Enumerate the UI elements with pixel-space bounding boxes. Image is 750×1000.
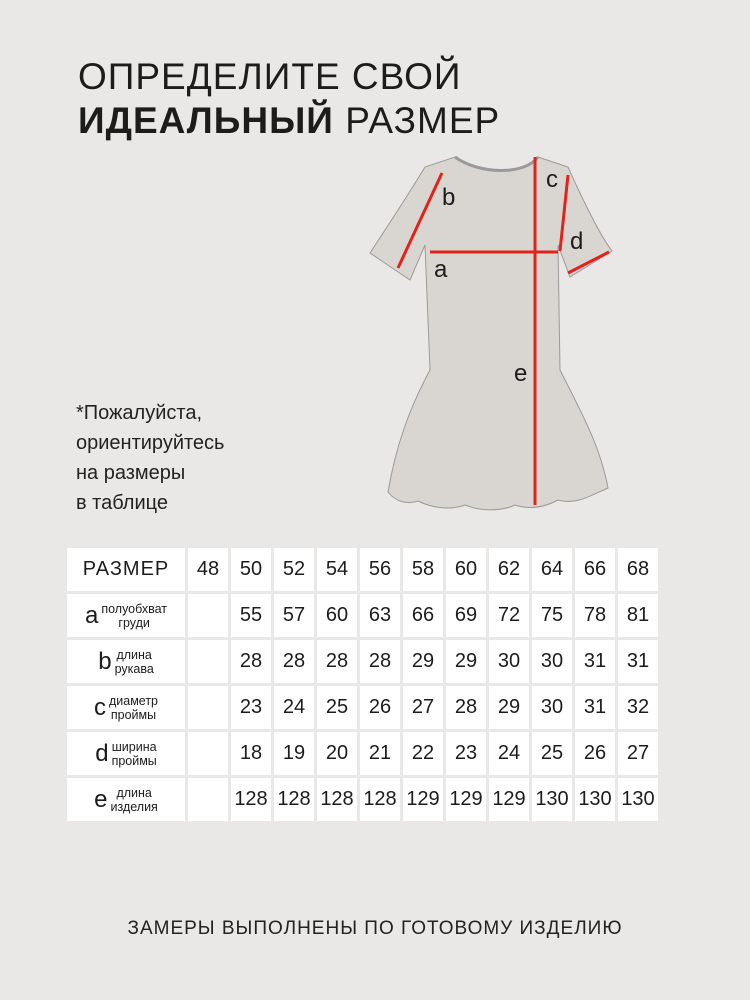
table-cell: 28	[360, 640, 400, 683]
title-rest-word: РАЗМЕР	[345, 100, 501, 141]
size-header-cell: 48	[188, 548, 228, 591]
table-cell: 25	[532, 732, 572, 775]
size-header-cell: 66	[575, 548, 615, 591]
size-header-cell: 54	[317, 548, 357, 591]
table-cell: 63	[360, 594, 400, 637]
table-cell: 28	[317, 640, 357, 683]
title-line-2	[78, 99, 500, 143]
table-cell: 57	[274, 594, 314, 637]
table-cell: 130	[618, 778, 658, 821]
size-note: *Пожалуйста, ориентируйтесь на размеры в таблице	[76, 402, 225, 514]
table-cell: 31	[575, 686, 615, 729]
table-cell: 55	[231, 594, 271, 637]
table-row	[67, 594, 658, 637]
table-cell: 29	[446, 640, 486, 683]
table-cell: 23	[446, 732, 486, 775]
size-header-cell: 56	[360, 548, 400, 591]
table-cell: 81	[618, 594, 658, 637]
size-header-cell: 64	[532, 548, 572, 591]
table-cell: 29	[403, 640, 443, 683]
table-cell: 24	[274, 686, 314, 729]
row-desc-line-2: груди	[118, 615, 150, 630]
row-letter: a	[84, 601, 99, 629]
row-letter: c	[93, 693, 106, 721]
table-cell: 19	[274, 732, 314, 775]
table-row	[67, 640, 658, 683]
table-cell: 72	[489, 594, 529, 637]
table-cell: 128	[360, 778, 400, 821]
dress-silhouette	[370, 157, 612, 510]
table-cell: 25	[317, 686, 357, 729]
row-desc-line-2: рукава	[114, 661, 154, 676]
row-desc-line-1: диаметр	[108, 693, 159, 708]
row-description	[112, 740, 157, 768]
table-cell: 21	[360, 732, 400, 775]
table-cell: 30	[489, 640, 529, 683]
table-cell: 22	[403, 732, 443, 775]
table-row	[67, 686, 658, 729]
table-cell: 75	[532, 594, 572, 637]
table-cell: 66	[403, 594, 443, 637]
table-cell	[188, 732, 228, 775]
row-letter: d	[95, 739, 109, 767]
table-cell: 31	[618, 640, 658, 683]
row-description	[115, 648, 154, 676]
table-cell: 29	[489, 686, 529, 729]
table-cell: 128	[317, 778, 357, 821]
table-cell: 28	[446, 686, 486, 729]
measure-label-c: c	[546, 166, 558, 193]
table-cell: 69	[446, 594, 486, 637]
row-desc-line-2: проймы	[110, 707, 157, 722]
measure-label-d: d	[570, 228, 584, 255]
table-cell: 20	[317, 732, 357, 775]
table-cell: 129	[446, 778, 486, 821]
table-cell: 26	[575, 732, 615, 775]
page-title	[78, 55, 500, 143]
table-cell: 128	[231, 778, 271, 821]
size-header-cell: 60	[446, 548, 486, 591]
size-header-cell: 68	[618, 548, 658, 591]
table-cell: 26	[360, 686, 400, 729]
table-cell: 30	[532, 686, 572, 729]
table-cell: 31	[575, 640, 615, 683]
row-desc-line-1: длина	[116, 647, 152, 662]
row-label	[67, 686, 185, 729]
row-description	[109, 694, 158, 722]
table-cell	[188, 594, 228, 637]
table-cell: 30	[532, 640, 572, 683]
size-header-cell: 50	[231, 548, 271, 591]
row-label	[67, 778, 185, 821]
table-cell: 78	[575, 594, 615, 637]
table-cell: 27	[618, 732, 658, 775]
row-label	[67, 640, 185, 683]
row-label	[67, 594, 185, 637]
table-cell	[188, 686, 228, 729]
measure-label-a: a	[434, 256, 448, 283]
row-letter: b	[98, 647, 112, 675]
table-cell: 24	[489, 732, 529, 775]
table-row	[67, 732, 658, 775]
table-cell: 27	[403, 686, 443, 729]
row-letter: e	[94, 785, 108, 813]
size-header-cell: 62	[489, 548, 529, 591]
row-desc-line-1: длина	[116, 785, 152, 800]
size-header-cell: 58	[403, 548, 443, 591]
footer-note: ЗАМЕРЫ ВЫПОЛНЕНЫ ПО ГОТОВОМУ ИЗДЕЛИЮ	[127, 918, 623, 939]
size-table	[64, 545, 661, 824]
row-desc-line-1: полуобхват	[101, 601, 168, 616]
table-cell: 28	[274, 640, 314, 683]
table-cell: 32	[618, 686, 658, 729]
dress-measurement-diagram	[330, 145, 650, 525]
size-header-cell: 52	[274, 548, 314, 591]
title-line-1: ОПРЕДЕЛИТЕ СВОЙ	[78, 56, 462, 97]
table-cell: 129	[403, 778, 443, 821]
table-cell: 18	[231, 732, 271, 775]
table-cell: 130	[532, 778, 572, 821]
table-cell	[188, 778, 228, 821]
title-bold-word: ИДЕАЛЬНЫЙ	[78, 100, 334, 141]
table-cell: 130	[575, 778, 615, 821]
table-row	[67, 778, 658, 821]
size-header-row	[67, 548, 658, 591]
table-cell: 60	[317, 594, 357, 637]
table-cell	[188, 640, 228, 683]
measure-label-b: b	[442, 184, 456, 211]
measure-label-e: e	[514, 360, 528, 387]
size-header-label: РАЗМЕР	[67, 548, 185, 591]
row-label	[67, 732, 185, 775]
table-cell: 23	[231, 686, 271, 729]
table-cell: 128	[274, 778, 314, 821]
row-description	[101, 602, 167, 630]
row-description	[111, 786, 158, 814]
table-cell: 28	[231, 640, 271, 683]
table-cell: 129	[489, 778, 529, 821]
row-desc-line-1: ширина	[111, 739, 157, 754]
row-desc-line-2: проймы	[111, 753, 157, 768]
row-desc-line-2: изделия	[110, 799, 158, 814]
